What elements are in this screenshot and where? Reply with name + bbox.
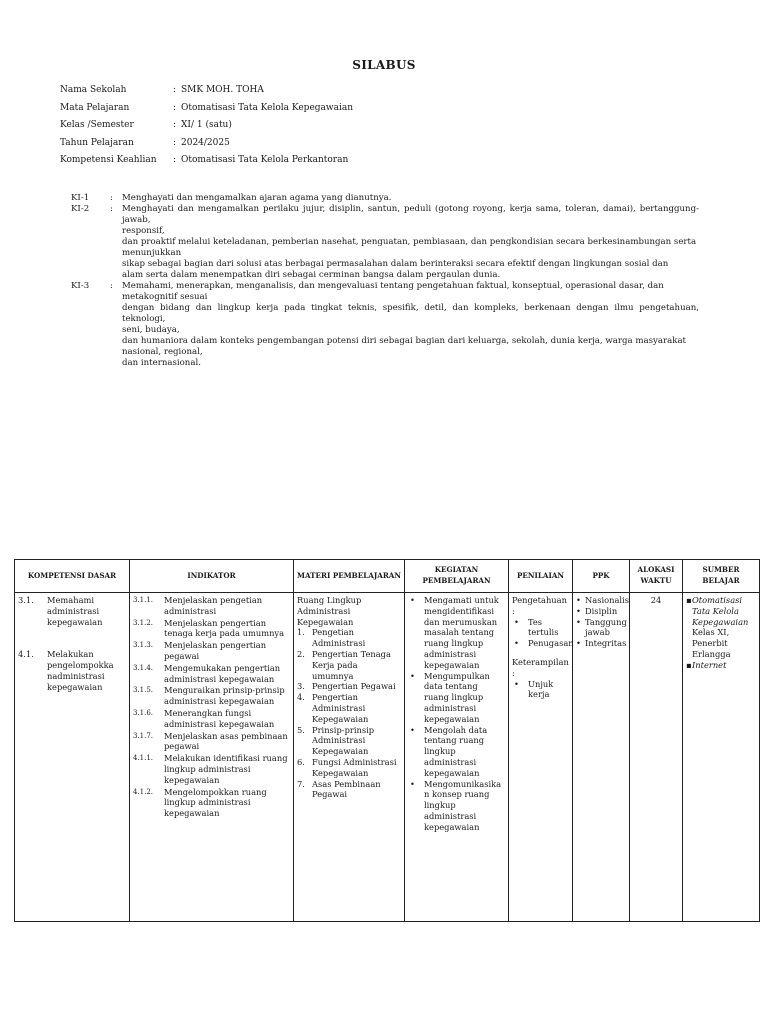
cell-indikator [130, 593, 294, 922]
penilaian-text: Penugasan [528, 638, 574, 649]
ki-label: KI-2 [71, 204, 90, 214]
info-row [60, 138, 353, 156]
indikator-text: Menjelaskan pengertian pegawai [164, 640, 267, 661]
core-competency-block [71, 193, 699, 369]
ki-line: sikap sebagai bagian dari solusi atas berbagai permasalahan dalam berinteraksi secara efektif dengan lingkungan sosial dan [122, 259, 669, 269]
materi-item [297, 692, 401, 724]
indikator-item [133, 708, 290, 730]
ki-line: seni, budaya, [122, 325, 180, 335]
bullet-icon: • [514, 638, 519, 649]
materi-number: 4. [297, 692, 305, 703]
penilaian-item [512, 638, 574, 649]
materi-number: 2. [297, 648, 305, 659]
info-row [60, 85, 353, 103]
syllabus-table [14, 559, 760, 922]
indikator-number: 3.1.1. [133, 596, 154, 604]
penilaian-keterampilan-label: Keterampilan : [512, 656, 569, 678]
indikator-text: Melakukan identifikasi ruang lingkup administrasi kepegawaian [164, 753, 288, 785]
indikator-text: Menjelaskan pengertian tenaga kerja pada umumnya [164, 617, 285, 639]
bullet-icon: • [410, 724, 415, 735]
ppk-text: Integritas [585, 638, 627, 649]
kd-number: 4.1. [18, 649, 34, 660]
ki-row [71, 193, 699, 204]
materi-item [297, 681, 401, 692]
bullet-icon: • [410, 670, 415, 681]
sumber-title: Otomatisasi Tata Kelola Kepegawaian [692, 595, 749, 627]
kegiatan-text: Mengumpulkan data tentang ruang lingkup administrasi kepegawaian [424, 670, 490, 724]
info-row [60, 155, 353, 173]
materi-text: Prinsip-prinsip Administrasi Kepegawaian [312, 724, 375, 757]
ppk-text: Tanggung jawab [585, 616, 627, 638]
table-row [15, 593, 760, 922]
bullet-icon: • [576, 605, 581, 616]
indikator-item [133, 787, 290, 819]
header-alokasi: ALOKASI WAKTU [630, 560, 683, 593]
kd-number: 3.1. [18, 595, 34, 605]
info-label: Nama Sekolah [60, 85, 127, 95]
ki-line: Menghayati dan mengamalkan perilaku jujur, disiplin, santun, peduli (gotong royong, kerja sama, toleran, damai), bertanggung-jawab, [122, 204, 699, 225]
bullet-icon: • [576, 638, 581, 649]
ki-line: dengan bidang dan lingkup kerja pada tingkat teknis, spesifik, detil, dan kompleks, berkenaan dengan ilmu pengetahuan, teknologi, [122, 303, 699, 324]
indikator-number: 4.1.2. [133, 787, 154, 796]
indikator-number: 3.1.7. [133, 731, 154, 740]
indikator-item [133, 663, 290, 685]
cell-sumber [683, 593, 760, 922]
ki-line: metakognitif sesuai [122, 292, 208, 302]
square-bullet-icon: ▪ [686, 595, 692, 605]
bullet-icon: • [514, 616, 519, 627]
materi-text: Pengetian Administrasi [312, 627, 366, 649]
info-label: Tahun Pelajaran [60, 137, 134, 148]
kegiatan-item [408, 595, 505, 671]
materi-number: 3. [297, 681, 305, 692]
cell-penilaian [509, 593, 573, 922]
header-ppk: PPK [573, 560, 630, 593]
bullet-icon: • [410, 778, 415, 789]
indikator-item [133, 731, 290, 753]
bullet-icon: • [576, 616, 581, 627]
header-penilaian: PENILAIAN [509, 560, 573, 593]
materi-text: Fungsi Administrasi Kepegawaian [312, 756, 397, 778]
indikator-number: 3.1.2. [133, 618, 154, 627]
indikator-number: 3.1.6. [133, 708, 154, 717]
info-value: SMK MOH. TOHA [181, 85, 264, 95]
kd-text: Memahami administrasi kepegawaian [47, 595, 103, 627]
kegiatan-item [408, 779, 505, 833]
info-label: Kelas /Semester [60, 120, 134, 130]
info-colon: : [173, 137, 177, 148]
materi-text: Pengertian Pegawai [312, 681, 396, 692]
ppk-item [576, 606, 626, 617]
info-value: XI/ 1 (satu) [181, 120, 232, 130]
page-title: SILABUS [352, 58, 416, 72]
ki-colon: : [110, 281, 113, 291]
indikator-item [133, 753, 290, 785]
ki-line: nasional, regional, [122, 347, 203, 357]
table-header-row [15, 560, 760, 593]
ki-colon: : [110, 193, 113, 203]
penilaian-item [512, 679, 569, 701]
sumber-body [692, 595, 756, 660]
info-label: Kompetensi Keahlian [60, 155, 157, 165]
info-row [60, 120, 353, 138]
materi-item [297, 627, 401, 649]
ki-row [71, 204, 699, 281]
materi-text: Pengertian Administrasi Kepegawaian [312, 692, 369, 724]
ki-line: alam serta dalam menempatkan diri sebagai cerminan bangsa dalam pergaulan dunia. [122, 270, 501, 280]
penilaian-text: Tes tertulis [528, 616, 559, 638]
info-value: 2024/2025 [181, 137, 230, 148]
info-colon: : [173, 155, 177, 165]
ki-line: menunjukkan [122, 248, 182, 258]
cell-kegiatan [405, 593, 509, 922]
info-colon: : [173, 102, 177, 113]
penilaian-pengetahuan-label: Pengetahuan : [512, 595, 567, 616]
ki-line: Menghayati dan mengamalkan ajaran agama yang dianutnya. [122, 193, 392, 203]
kd-item [18, 595, 126, 627]
cell-kompetensi-dasar [15, 593, 130, 922]
ppk-text: Disiplin [585, 605, 618, 616]
indikator-text: Mengelompokkan ruang lingkup administrasi kepegawaian [164, 786, 267, 819]
sumber-title: Internet [692, 659, 727, 670]
materi-item [297, 725, 401, 757]
cell-materi [294, 593, 405, 922]
header-materi: MATERI PEMBELAJARAN [294, 560, 405, 593]
header-kegiatan: KEGIATAN PEMBELAJARAN [405, 560, 509, 593]
penilaian-text: Unjuk kerja [528, 678, 554, 700]
cell-ppk [573, 593, 630, 922]
indikator-text: Mengemukakan pengertian administrasi kepegawaian [164, 662, 281, 684]
materi-item [297, 757, 401, 779]
indikator-item [133, 595, 290, 617]
indikator-number: 3.1.3. [133, 641, 154, 650]
materi-number: 1. [297, 627, 305, 638]
indikator-number: 4.1.1. [133, 754, 154, 763]
indikator-number: 3.1.5. [133, 686, 154, 695]
ki-line: Memahami, menerapkan, menganalisis, dan mengevaluasi tentang pengetahuan faktual, konseptual, operasional dasar, dan [122, 281, 664, 291]
ki-text [122, 204, 699, 281]
info-row [60, 103, 353, 121]
ki-text [122, 281, 699, 369]
materi-number: 6. [297, 756, 305, 767]
ki-line: dan proaktif melalui keteladanan, pemberian nasehat, penguatan, pembiasaan, dan pengkondisian secara berkesinambungan serta [122, 237, 697, 247]
ki-text [122, 193, 699, 204]
materi-item [297, 779, 401, 801]
indikator-item [133, 685, 290, 707]
ki-label: KI-3 [71, 281, 90, 291]
info-colon: : [173, 120, 177, 130]
materi-text: Pengertian Tenaga Kerja pada umumnya [312, 648, 391, 681]
bullet-icon: • [576, 595, 581, 605]
materi-intro: Ruang Lingkup Administrasi Kepegawaian [297, 595, 362, 627]
cell-alokasi: 24 [630, 593, 683, 922]
info-label: Mata Pelajaran [60, 102, 130, 113]
indikator-text: Menerangkan fungsi administrasi kepegawaian [164, 707, 275, 729]
kd-item [18, 649, 126, 692]
header-indikator: INDIKATOR [130, 560, 294, 593]
sumber-item [686, 660, 756, 671]
ki-label: KI-1 [71, 193, 90, 203]
info-value: Otomatisasi Tata Kelola Kepegawaian [181, 102, 354, 113]
bullet-icon: • [514, 678, 519, 689]
ki-row [71, 281, 699, 369]
penilaian-item [512, 617, 569, 639]
materi-number: 5. [297, 724, 305, 735]
ki-line: dan internasional. [122, 358, 201, 368]
indikator-text: Menguraikan prinsip-prinsip administrasi kepegawaian [164, 685, 285, 707]
indikator-item [133, 640, 290, 662]
ki-line: dan humaniora dalam konteks pengembangan potensi diri sebagai bagian dari keluarga, sekolah, dunia kerja, warga masyarakat [122, 336, 687, 346]
materi-item [297, 649, 401, 681]
kegiatan-item [408, 725, 505, 779]
ppk-text: Nasionalis [585, 595, 629, 605]
ki-colon: : [110, 204, 113, 214]
sumber-body [692, 660, 726, 671]
kd-text: Melakukan pengelompokka nadministrasi kepegawaian [47, 649, 114, 692]
ppk-item [576, 638, 626, 649]
ki-line: responsif, [122, 226, 165, 236]
ppk-item [576, 595, 629, 606]
kegiatan-text: Mengamati untuk mengidentifikasi dan merumuskan masalah tentang ruang lingkup administrasi kepegawaian [424, 595, 499, 670]
info-value: Otomatisasi Tata Kelola Perkantoran [181, 155, 349, 165]
kegiatan-text: Mengomunikasika n konsep ruang lingkup administrasi kepegawaian [424, 778, 502, 832]
indikator-number: 3.1.4. [133, 663, 154, 672]
bullet-icon: • [410, 595, 415, 605]
header-sumber: SUMBER BELAJAR [683, 560, 760, 593]
kegiatan-item [408, 671, 505, 725]
sumber-item [686, 595, 756, 660]
square-bullet-icon: ▪ [686, 659, 692, 670]
sumber-detail: Kelas XI, Penerbit Erlangga [692, 627, 731, 659]
indikator-text: Menjelaskan asas pembinaan pegawai [164, 730, 288, 752]
info-colon: : [173, 85, 177, 95]
indikator-item [133, 618, 290, 640]
indikator-text: Menjelaskan pengetian administrasi [164, 595, 263, 616]
identity-block [60, 85, 353, 173]
kegiatan-text: Mengolah data tentang ruang lingkup administrasi kepegawaian [424, 724, 488, 778]
materi-text: Asas Pembinaan Pegawai [312, 778, 381, 800]
ppk-item [576, 617, 626, 639]
header-kompetensi-dasar: KOMPETENSI DASAR [15, 560, 130, 593]
materi-number: 7. [297, 778, 305, 789]
